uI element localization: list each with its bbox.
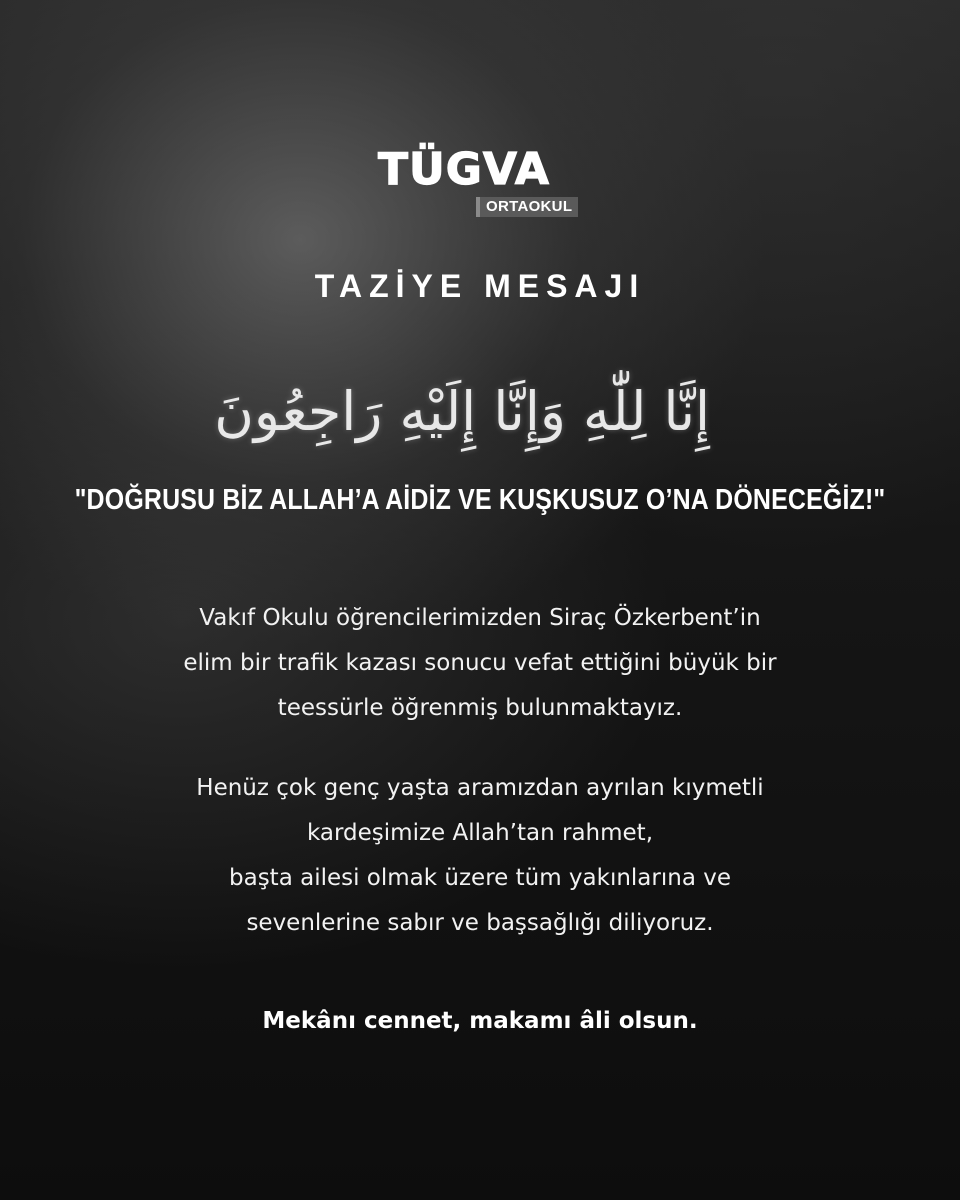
arabic-calligraphy — [214, 362, 710, 462]
paragraph-line: elim bir trafik kazası sonucu vefat ettiğini büyük bir — [183, 650, 777, 676]
paragraph-line: başta ailesi olmak üzere tüm yakınlarına ve — [229, 865, 731, 891]
page-title: TAZİYE MESAJI — [314, 268, 646, 304]
message-paragraph-1 — [80, 596, 880, 731]
paragraph-line: teessürle öğrenmiş bulunmaktayız. — [277, 695, 683, 721]
calligraphy-text: إِنَّا لِلّٰهِ وَإِنَّا إِلَيْهِ رَاجِعُونَ — [214, 380, 710, 443]
paragraph-line: Henüz çok genç yaşta aramızdan ayrılan kıymetli — [196, 775, 764, 801]
paragraph-line: Vakıf Okulu öğrencilerimizden Siraç Özkerbent’in — [199, 605, 761, 631]
logo-wordmark: TÜGVA — [378, 144, 550, 195]
paragraph-line: kardeşimize Allah’tan rahmet, — [306, 820, 654, 846]
logo-subtitle-badge: ORTAOKUL — [476, 197, 578, 217]
closing-prayer: Mekânı cennet, makamı âli olsun. — [262, 1008, 698, 1034]
paragraph-line: sevenlerine sabır ve başsağlığı diliyoruz. — [246, 910, 714, 936]
tugva-logo — [378, 144, 584, 218]
verse-translation: "DOĞRUSU BİZ ALLAH’A AİDİZ VE KUŞKUSUZ O’NA DÖNECEĞİZ!" — [74, 484, 886, 516]
message-paragraph-2 — [80, 766, 880, 946]
